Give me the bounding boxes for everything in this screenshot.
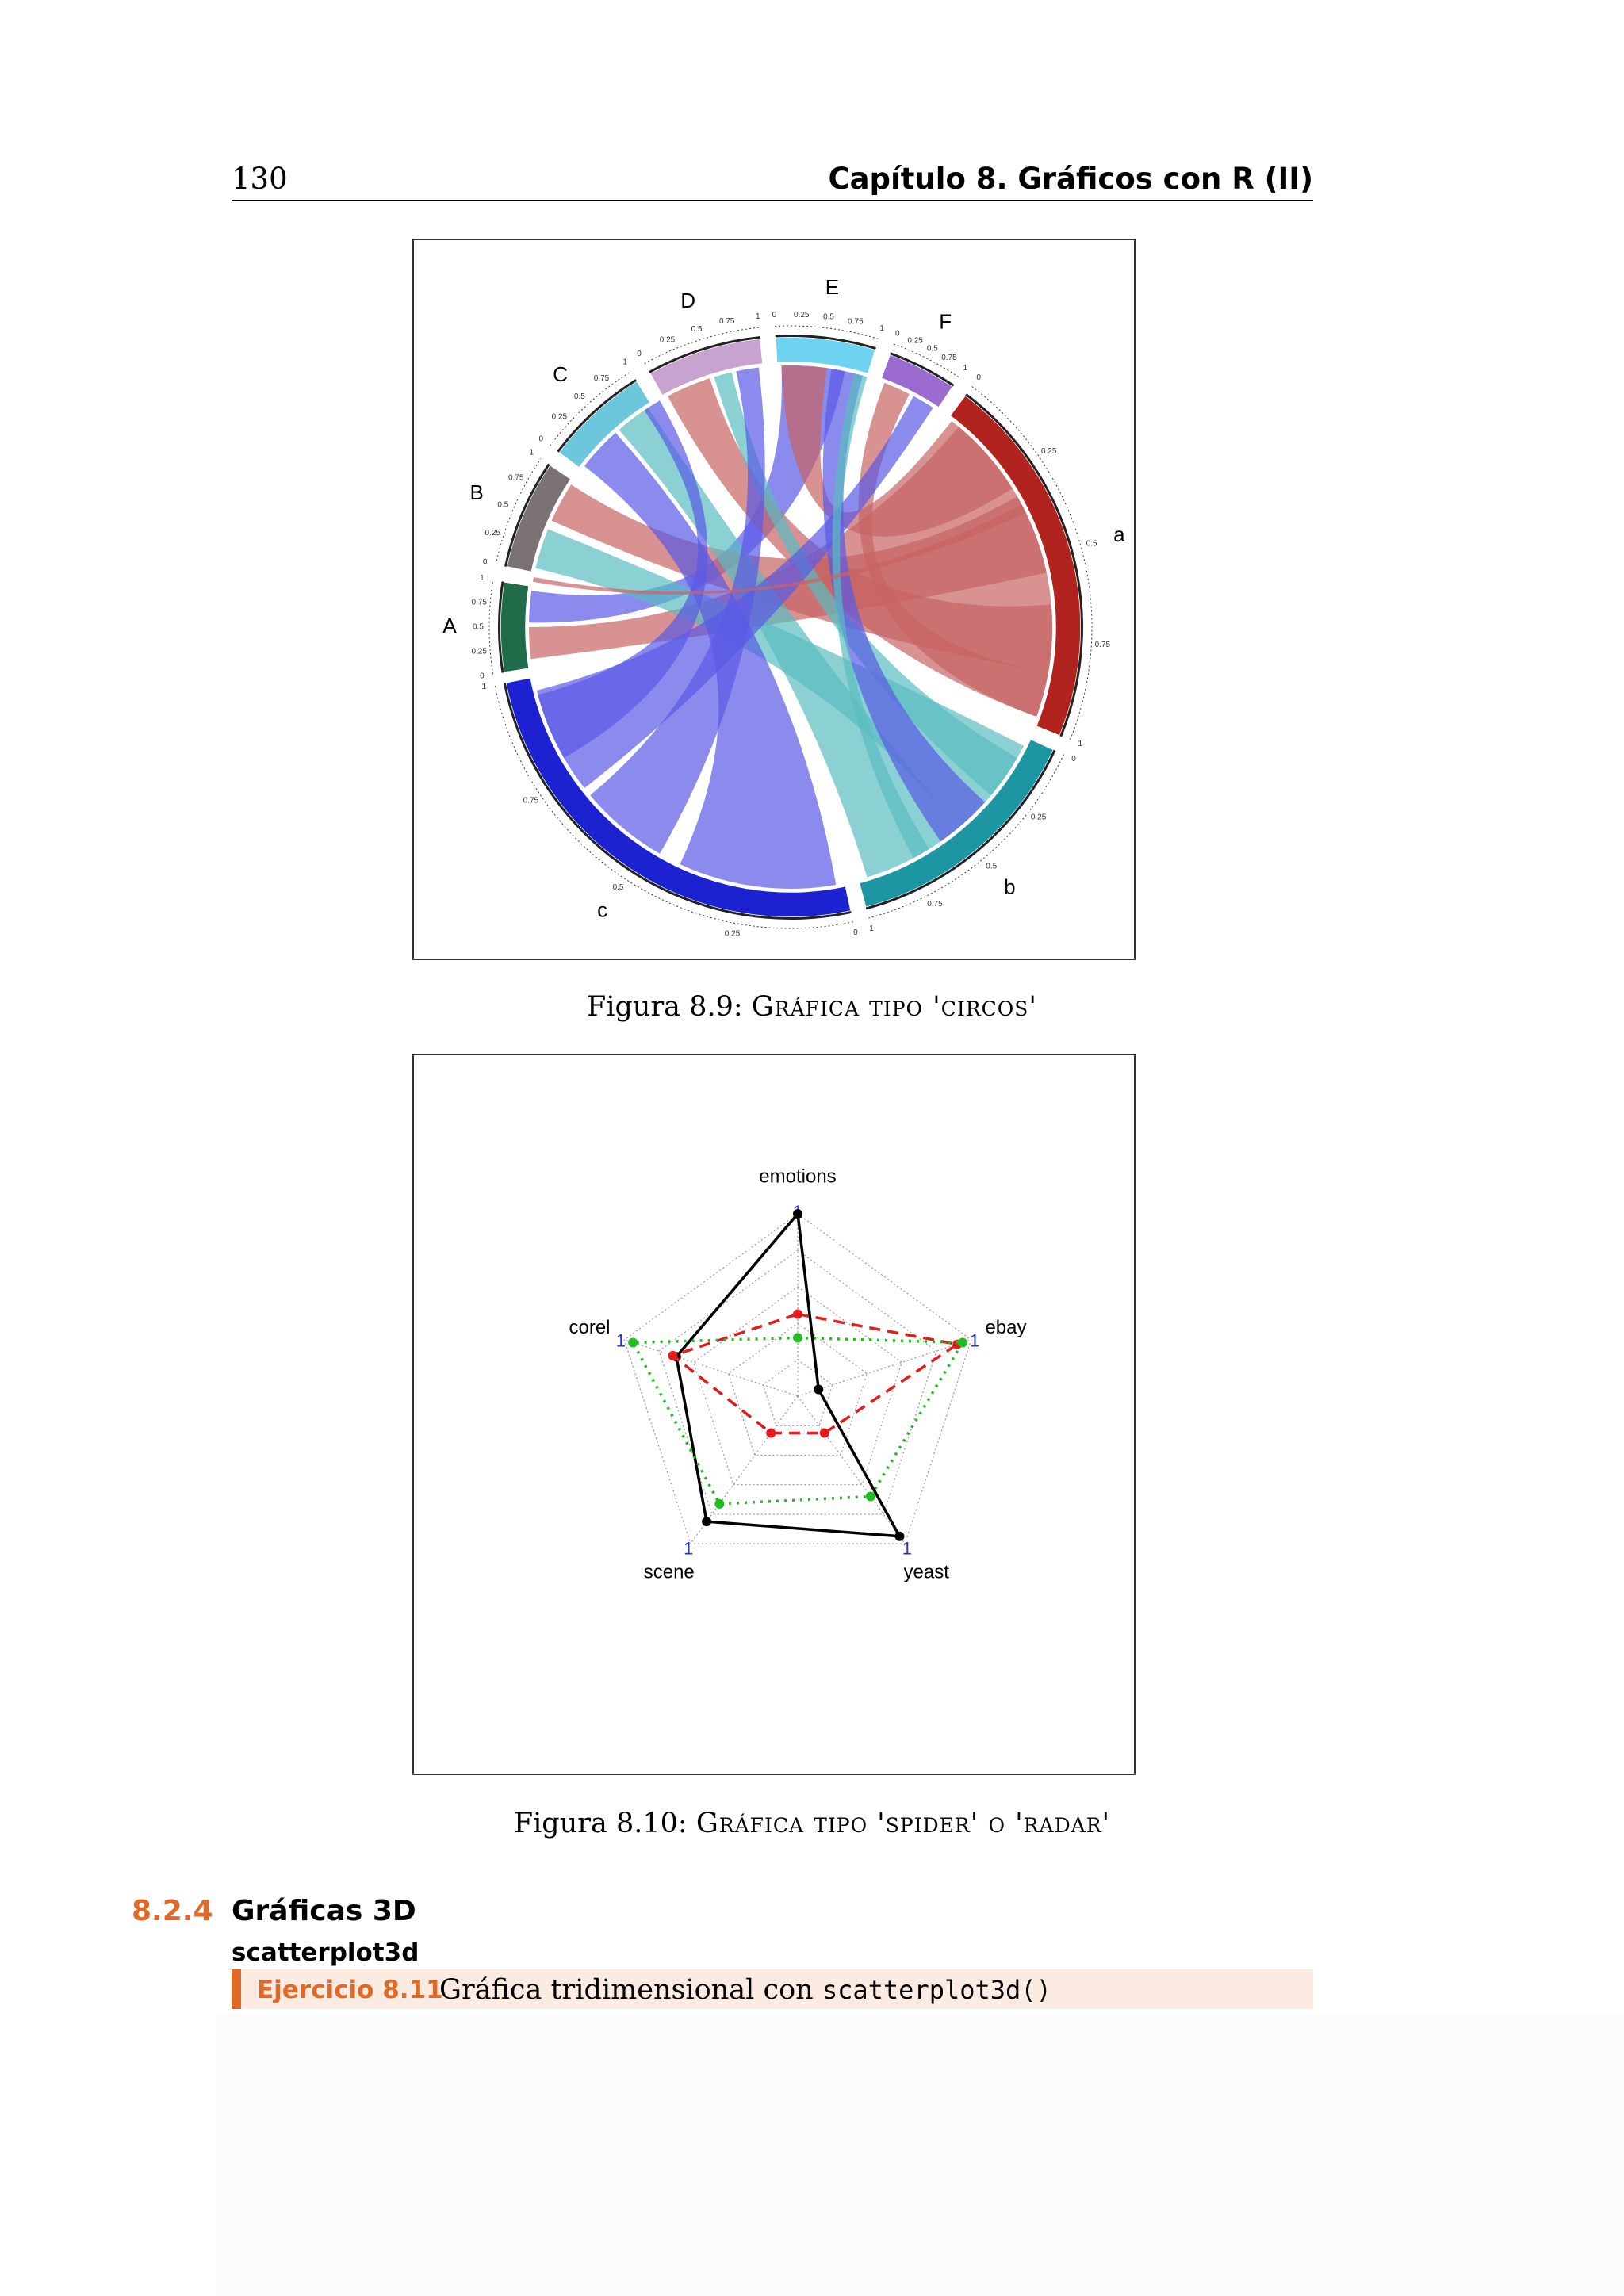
circos-figure [412, 239, 1136, 960]
radar-grid-ring [763, 1360, 832, 1425]
circos-tick-label: 0.75 [523, 796, 539, 806]
section-title: Gráficas 3D [232, 1895, 416, 1927]
radar-max-label: 1 [969, 1330, 980, 1351]
circos-tick-label: 0.5 [1086, 539, 1097, 549]
circos-tick-label: 0.5 [926, 344, 938, 354]
circos-tick-label: 0 [480, 672, 485, 681]
circos-tick-label: 1 [622, 358, 627, 367]
circos-tick-label: 0.25 [794, 310, 810, 320]
circos-tick-label: 0.5 [473, 622, 484, 632]
circos-tick-label: 0 [482, 557, 488, 567]
radar-axis-label: corel [569, 1317, 611, 1339]
radar-grid-ring [659, 1250, 936, 1514]
circos-tick-label: 0.75 [593, 374, 610, 384]
circos-sector [500, 582, 529, 673]
circos-tick-label: 0.25 [1040, 446, 1057, 456]
radar-grid-ring [729, 1323, 868, 1455]
circos-tick-label: 0.25 [551, 412, 568, 422]
circos-tick-label: 0.5 [986, 862, 998, 871]
circos-tick-label: 0.75 [941, 354, 957, 363]
circos-chart [414, 240, 1134, 959]
circos-tick-label: 0 [538, 434, 544, 444]
radar-axis-line [798, 1396, 905, 1544]
circos-sector-label: B [469, 480, 484, 504]
circos-tick-label: 0.75 [508, 473, 524, 483]
circos-tick-label: 0 [894, 329, 900, 339]
circos-tick-label: 1 [1078, 740, 1083, 749]
circos-tick-label: 0 [1071, 755, 1076, 764]
radar-axis-label: scene [643, 1561, 695, 1583]
radar-caption-text: Gráfica tipo 'spider' o 'radar' [695, 1808, 1111, 1839]
circos-tick-label: 1 [481, 682, 487, 691]
page-number: 130 [232, 162, 288, 196]
circos-tick-label: 0.75 [848, 317, 864, 327]
circos-tick-label: 0.5 [497, 500, 509, 510]
radar-series-line [676, 1214, 900, 1536]
exercise-code: scatterplot3d() [822, 1975, 1051, 2005]
circos-tick-label: 0.25 [1030, 813, 1047, 822]
circos-tick-label: 1 [963, 363, 968, 373]
circos-tick-label: 0.75 [927, 900, 943, 909]
radar-chart [414, 1055, 1134, 1774]
circos-tick-label: 1 [869, 924, 874, 934]
circos-tick-label: 1 [480, 574, 485, 584]
exercise-text [439, 1974, 1051, 2006]
radar-point [958, 1337, 967, 1347]
radar-point [702, 1517, 711, 1526]
radar-point [766, 1429, 776, 1438]
circos-sector-label: E [825, 275, 840, 300]
exercise-description: Gráfica tridimensional con [439, 1974, 814, 2006]
radar-point [793, 1333, 802, 1342]
radar-series-line [633, 1337, 963, 1503]
exercise-box [232, 1969, 1313, 2009]
circos-tick-label: 0.5 [612, 883, 624, 893]
circos-tick-label: 1 [529, 448, 534, 457]
circos-sector-label: A [442, 613, 457, 637]
circos-tick-label: 0 [637, 350, 642, 359]
radar-point [814, 1384, 823, 1394]
circos-tick-label: 0.75 [1094, 640, 1111, 649]
radar-point [793, 1310, 802, 1319]
circos-tick-label: 0.5 [573, 392, 585, 402]
circos-axis [489, 580, 493, 675]
circos-sector-label: b [1004, 874, 1016, 899]
circos-tick-label: 0.25 [659, 335, 676, 345]
exercise-label: Ejercicio 8.11 [257, 1976, 443, 2004]
circos-sector-label: a [1113, 522, 1125, 546]
radar-point [714, 1499, 724, 1509]
circos-tick-label: 0.5 [691, 324, 703, 334]
radar-axis-line [624, 1340, 798, 1396]
exercise-bar [232, 1969, 241, 2009]
circos-tick-label: 0.25 [485, 529, 500, 538]
circos-tick-label: 0.75 [719, 316, 735, 326]
radar-point [866, 1492, 875, 1502]
circos-tick-label: 1 [879, 323, 884, 333]
circos-tick-label: 0 [853, 928, 858, 938]
section-number: 8.2.4 [132, 1895, 213, 1927]
radar-point [668, 1351, 678, 1360]
radar-max-label: 1 [683, 1538, 694, 1559]
header-rule [232, 200, 1313, 201]
radar-series-line [673, 1314, 958, 1433]
circos-tick-label: 0.25 [907, 336, 923, 346]
circos-tick-label: 0.5 [823, 312, 834, 322]
circos-sector-label: F [939, 309, 952, 334]
radar-figure [412, 1054, 1136, 1775]
radar-point [894, 1532, 904, 1541]
circos-caption-prefix: Figura 8.9: [587, 991, 743, 1023]
circos-tick-label: 1 [756, 312, 760, 321]
circos-sector-label: C [553, 362, 568, 386]
radar-point [820, 1429, 829, 1438]
circos-tick-label: 0 [976, 373, 981, 382]
circos-sector-label: D [680, 288, 696, 312]
radar-axis-line [798, 1340, 971, 1396]
radar-point [628, 1337, 638, 1347]
radar-max-label: 1 [902, 1538, 913, 1559]
radar-axis-label: ebay [985, 1317, 1027, 1339]
circos-tick-label: 0 [772, 311, 777, 320]
radar-axis-label: emotions [759, 1165, 837, 1188]
radar-caption-prefix: Figura 8.10: [513, 1808, 688, 1839]
radar-point [793, 1209, 802, 1219]
radar-caption [0, 1808, 1624, 1839]
chapter-title: Capítulo 8. Gráficos con R (II) [828, 162, 1313, 196]
radar-axis-label: yeast [903, 1561, 949, 1583]
radar-max-label: 1 [615, 1330, 626, 1351]
circos-tick-label: 0.25 [724, 929, 741, 939]
circos-tick-label: 0.25 [471, 647, 487, 656]
circos-caption-text: Gráfica tipo 'circos' [751, 991, 1037, 1023]
circos-caption [0, 991, 1624, 1023]
shade-region [216, 2014, 1624, 2296]
circos-tick-label: 0.75 [471, 598, 487, 607]
circos-sector-label: c [597, 897, 608, 922]
subsection-title: scatterplot3d [232, 1938, 419, 1967]
